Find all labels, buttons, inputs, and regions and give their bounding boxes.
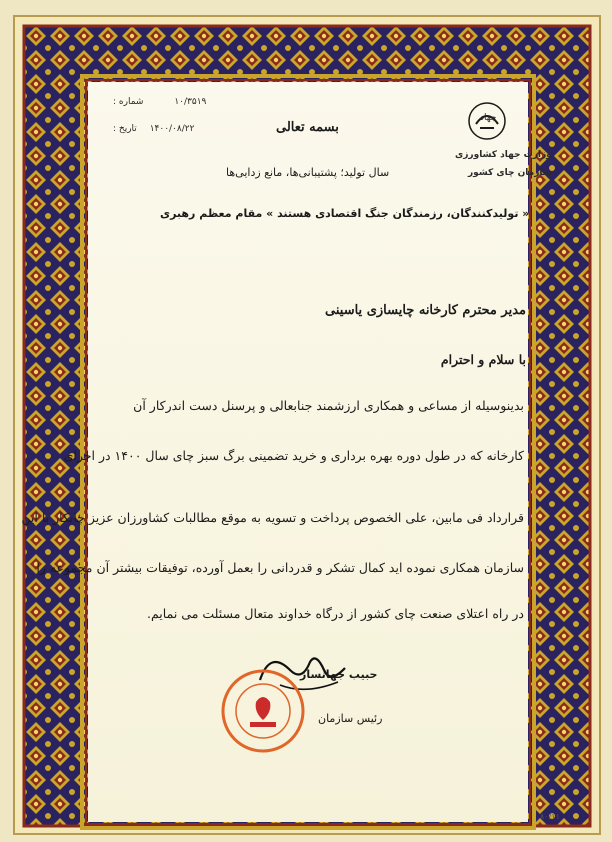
body-line-1: بدینوسیله از مساعی و همکاری ارزشمند جنابعالی و پرسنل دست اندرکار آن xyxy=(133,398,524,413)
body-line-3: قرارداد فی مابین، علی الخصوص پرداخت و تسویه به موقع مطالبات کشاورزان عزیز چایکار با این xyxy=(21,510,524,525)
addressee: مدیر محترم کارخانه چایسازی یاسینی xyxy=(325,303,526,318)
logo-word: جهاد xyxy=(480,113,497,123)
ministry-name: وزارت جهاد کشاورزی xyxy=(455,150,552,160)
body-line-4: سازمان همکاری نموده اید کمال تشکر و قدردانی را بعمل آورده، توفیقات بیشتر آن مجموعه را xyxy=(36,560,524,575)
leader-quote: « تولید‌کنندگان، رزمندگان جنگ اقتصادی هستند » مقام معظم رهبری xyxy=(160,207,530,220)
letter-date xyxy=(113,124,194,134)
footer-mark: ۸۰/۱۱ xyxy=(540,812,560,821)
signatory-name: حبیب جهانساز xyxy=(300,668,378,681)
body-line-5: در راه اعتلای صنعت چای کشور از درگاه خداوند متعال مسئلت می نمایم. xyxy=(147,606,524,621)
letter-number-label: شماره : xyxy=(113,97,144,107)
bismillah-heading: بسمه تعالی xyxy=(276,120,339,135)
greeting: با سلام و احترام xyxy=(440,352,526,367)
signatory-title: رئیس سازمان xyxy=(318,712,383,725)
body-line-2: کارخانه که در طول دوره بهره برداری و خرید تضمینی برگ سبز چای سال ۱۴۰۰ در اجرای xyxy=(63,448,524,463)
official-seal-icon xyxy=(220,668,306,754)
letter-date-label: تاریخ : xyxy=(113,124,137,134)
letter-number xyxy=(113,97,206,107)
letter-date-value: ۱۴۰۰/۰۸/۲۲ xyxy=(149,124,195,134)
year-slogan: سال تولید؛ پشتیبانی‌ها، مانع زدایی‌ها xyxy=(226,166,390,179)
letter-number-value: ۱۰/۳۵۱۹ xyxy=(174,97,207,107)
organization-name: سازمان چای کشور xyxy=(468,168,552,178)
